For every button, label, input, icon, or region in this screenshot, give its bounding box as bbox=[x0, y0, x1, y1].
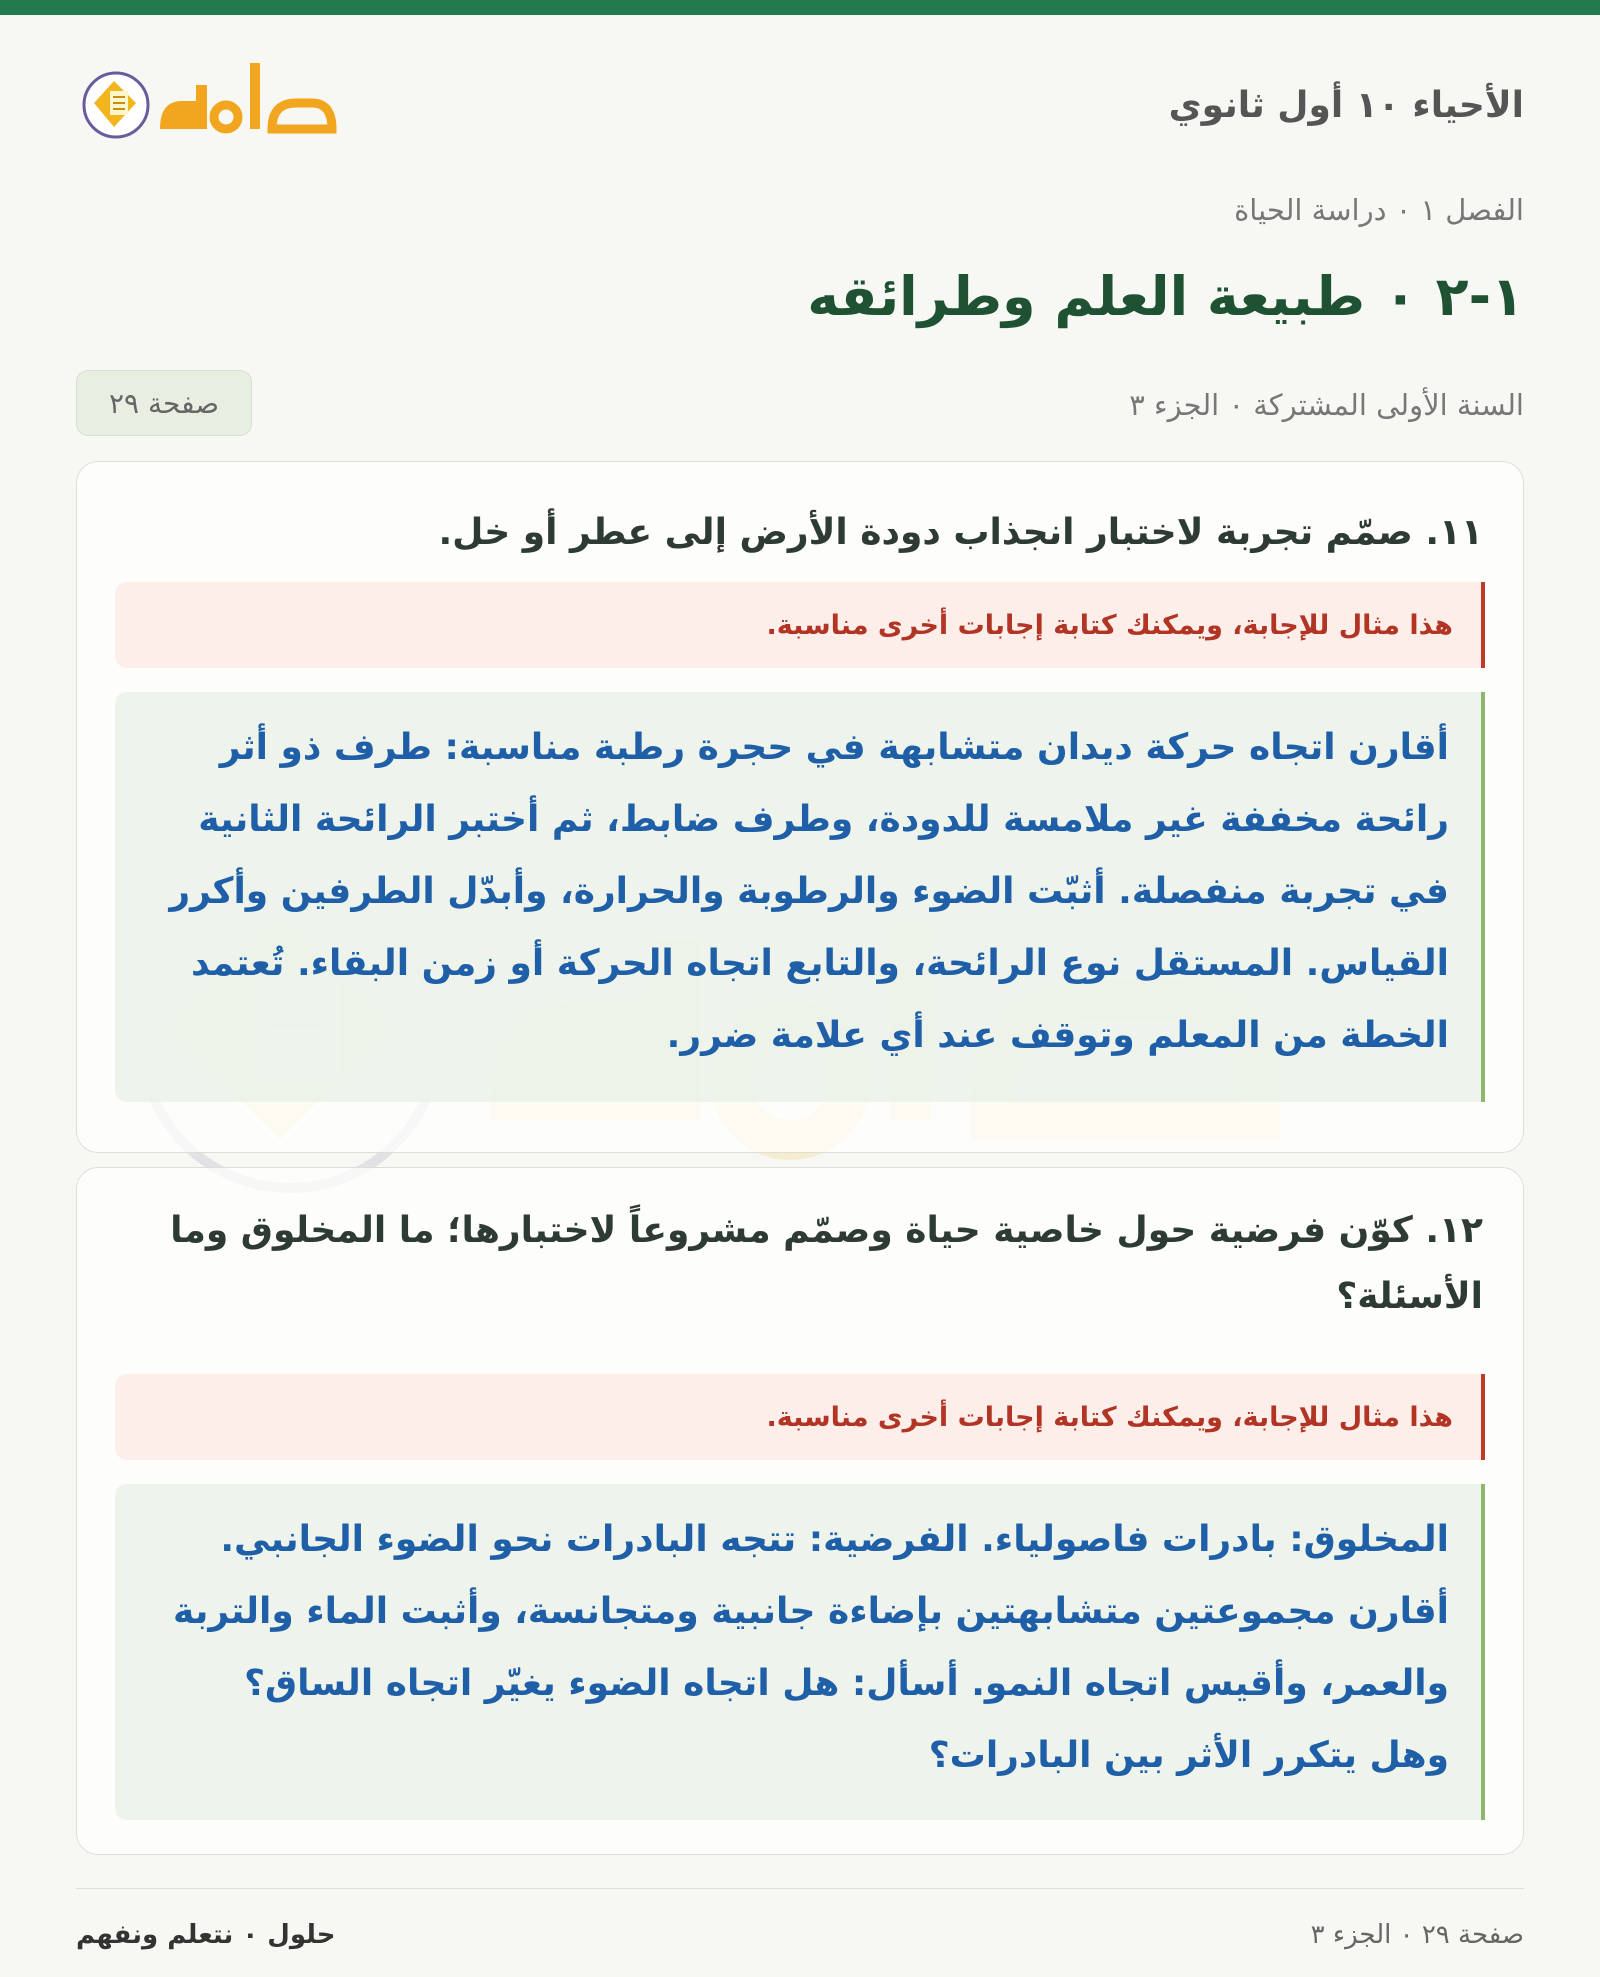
meta-row bbox=[76, 370, 1524, 440]
question-text: ١١. صمّم تجربة لاختبار انجذاب دودة الأرض إلى عطر أو خل. bbox=[438, 512, 1483, 553]
answer-text: المخلوق: بادرات فاصولياء. الفرضية: تتجه البادرات نحو الضوء الجانبي. أقارن مجموعتين متشابهتين بإضاءة جانبية ومتجانسة، وأثبت الماء والتربة والعمر، وأقيس اتجاه النمو. أسأل: هل اتجاه الضوء يغيّر اتجاه الساق؟ وهل يتكرر الأثر بين البادرات؟ bbox=[115, 1484, 1485, 1820]
footer-divider bbox=[76, 1888, 1524, 1889]
chapter-breadcrumb: الفصل ١ ٠ دراسة الحياة bbox=[1234, 193, 1524, 227]
answer-text: أقارن اتجاه حركة ديدان متشابهة في حجرة رطبة مناسبة: طرف ذو أثر رائحة مخففة غير ملامسة للدودة، وطرف ضابط، ثم أختبر الرائحة الثانية في تجربة منفصلة. أثبّت الضوء والرطوبة والحرارة، وأبدّل الطرفين وأكرر القياس. المستقل نوع الرائحة، والتابع اتجاه الحركة أو زمن البقاء. تُعتمد الخطة من المعلم وتوقف عند أي علامة ضرر. bbox=[115, 692, 1485, 1102]
answer-note: هذا مثال للإجابة، ويمكنك كتابة إجابات أخرى مناسبة. bbox=[115, 1374, 1485, 1460]
lesson-title: ١-٢ ٠ طبيعة العلم وطرائقه bbox=[807, 265, 1524, 328]
question-text: ١٢. كوّن فرضية حول خاصية حياة وصمّم مشروعاً لاختبارها؛ ما المخلوق وما الأسئلة؟ bbox=[170, 1210, 1483, 1317]
hulul-logo-icon[interactable] bbox=[76, 55, 338, 155]
book-info: السنة الأولى المشتركة ٠ الجزء ٣ bbox=[1129, 388, 1524, 422]
top-accent-bar bbox=[0, 0, 1600, 15]
answer-note: هذا مثال للإجابة، ويمكنك كتابة إجابات أخرى مناسبة. bbox=[115, 582, 1485, 668]
footer-brand: حلول ٠ نتعلم ونفهم bbox=[76, 1920, 336, 1950]
question-card bbox=[76, 1167, 1524, 1855]
page-badge: صفحة ٢٩ bbox=[76, 370, 252, 436]
page-header bbox=[76, 15, 1524, 200]
subject-title: الأحياء ١٠ أول ثانوي bbox=[1168, 85, 1524, 126]
question-card bbox=[76, 461, 1524, 1153]
footer-page-info: صفحة ٢٩ ٠ الجزء ٣ bbox=[1310, 1920, 1524, 1950]
